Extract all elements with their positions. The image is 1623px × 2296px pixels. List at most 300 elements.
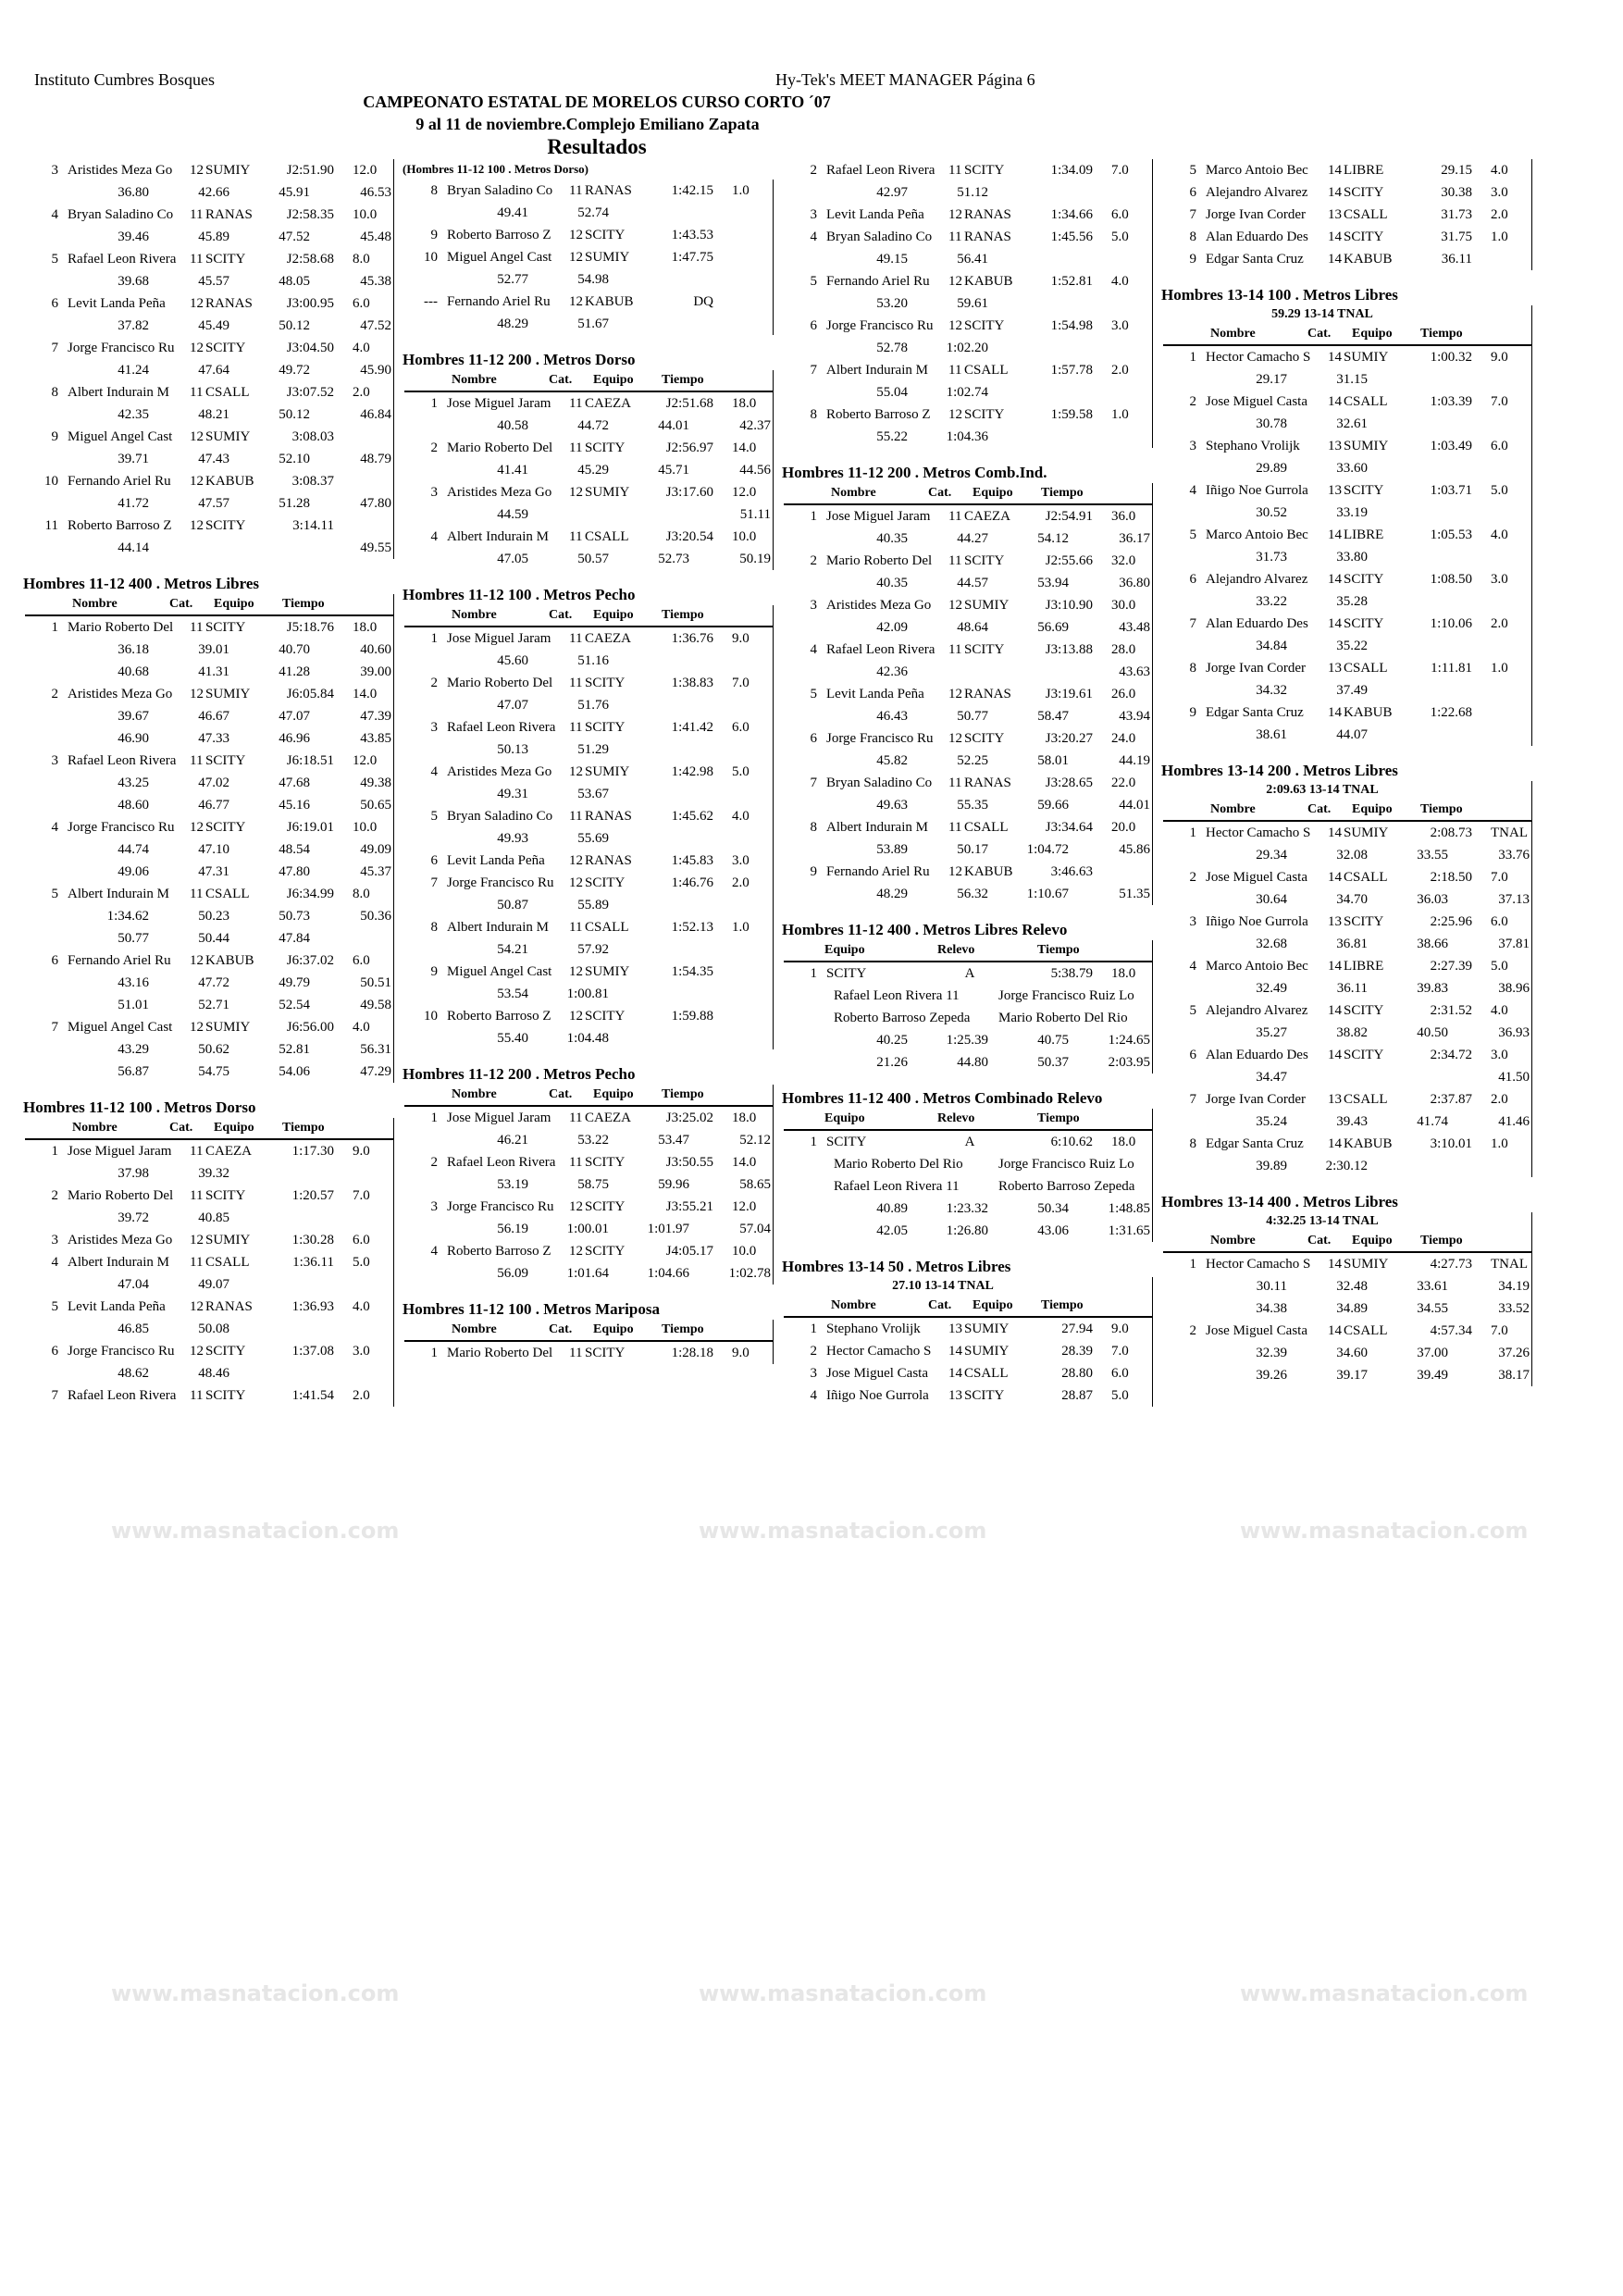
split-time: 51.67: [577, 316, 609, 331]
split-time: 53.89: [876, 842, 908, 857]
points: 9.0: [732, 631, 750, 646]
splits-row: [789, 572, 1152, 594]
result-row: [1169, 955, 1531, 977]
final-time: J6:37.02: [286, 953, 334, 968]
splits-row: [789, 381, 1152, 403]
final-time: J2:51.90: [286, 163, 334, 178]
age: 12: [569, 485, 583, 500]
event-block: [403, 1297, 780, 1364]
split-time: 47.02: [198, 776, 229, 790]
result-row: [1169, 204, 1531, 226]
team: SUMIY: [1344, 439, 1389, 453]
split-time: 39.26: [1256, 1368, 1287, 1383]
relay-swimmers-row: [789, 985, 1152, 1007]
swimmer-name: Fernando Ariel Ru: [68, 474, 171, 489]
event-title: Hombres 11-12 100 . Metros Pecho: [403, 586, 636, 603]
result-row: [1169, 226, 1531, 248]
split-time: 40.58: [497, 418, 528, 433]
points: 1.0: [1111, 407, 1129, 422]
final-time: 1:03.39: [1430, 394, 1472, 409]
split-time: 31.15: [1336, 372, 1368, 387]
column-headers: [404, 1085, 773, 1107]
split-time: 35.28: [1336, 594, 1368, 609]
split-time: 1:02.74: [946, 385, 988, 400]
result-row: [1169, 911, 1531, 933]
split-time: 33.22: [1256, 594, 1287, 609]
team: CSALL: [1344, 1092, 1388, 1107]
results-column: [23, 159, 401, 1407]
splits-row: [789, 883, 1152, 905]
splits-row: [789, 1029, 1152, 1051]
team: SCITY: [205, 252, 246, 267]
age: 13: [948, 1388, 962, 1403]
split-time: 32.68: [1256, 937, 1287, 951]
split-time: 49.41: [497, 205, 528, 220]
split-time: 44.01: [658, 418, 689, 433]
split-time: 47.04: [118, 1277, 149, 1292]
place: 4: [51, 207, 58, 222]
software-page-label: Hy-Tek's MEET MANAGER Página 6: [775, 70, 1035, 89]
split-time: 40.35: [876, 531, 908, 546]
relay-swimmer: Rafael Leon Rivera 11: [834, 1179, 960, 1194]
age: 12: [190, 820, 204, 835]
place: 3: [430, 485, 438, 500]
age: 14: [1328, 825, 1342, 840]
split-time: 36.80: [118, 185, 149, 200]
result-row: [31, 426, 393, 448]
place: 5: [51, 887, 58, 901]
splits-row: [1169, 1364, 1531, 1386]
column-header: Equipo: [1352, 802, 1393, 816]
final-time: 2:08.73: [1430, 825, 1472, 840]
final-time: 6:10.62: [1050, 1135, 1093, 1149]
age: 14: [1328, 163, 1342, 178]
age: 11: [569, 920, 583, 935]
swimmer-name: Miguel Angel Cast: [68, 1020, 173, 1035]
age: 11: [569, 809, 583, 824]
team: RANAS: [964, 207, 1011, 222]
splits-row: [1169, 1022, 1531, 1044]
split-time: 57.92: [577, 942, 609, 957]
team: SCITY: [205, 753, 246, 768]
split-time: 48.05: [279, 274, 310, 289]
team: SUMIY: [964, 1344, 1010, 1359]
swimmer-name: Jose Miguel Jaram: [447, 631, 551, 646]
column-header: Relevo: [937, 943, 975, 957]
split-time: 43.06: [1037, 1223, 1069, 1238]
points: 4.0: [1111, 274, 1129, 289]
event-block: [782, 461, 1159, 905]
result-row: [1169, 999, 1531, 1022]
swimmer-name: Levit Landa Peña: [68, 296, 166, 311]
team: SUMIY: [1344, 1257, 1389, 1272]
splits-row: [789, 705, 1152, 727]
event-results: [410, 1085, 774, 1285]
team: SCITY: [205, 1344, 246, 1359]
result-row: [789, 359, 1152, 381]
split-time: 35.22: [1336, 639, 1368, 653]
split-time: 35.24: [1256, 1114, 1287, 1129]
points: 6.0: [353, 953, 370, 968]
swimmer-name: Rafael Leon Rivera: [826, 642, 935, 657]
team: KABUB: [1344, 252, 1393, 267]
splits-row: [31, 639, 393, 661]
splits-row: [31, 492, 393, 515]
split-time: 45.90: [360, 363, 391, 378]
team: CSALL: [1344, 661, 1388, 676]
place: 1: [430, 396, 438, 411]
final-time: 3:08.03: [291, 429, 334, 444]
place: 3: [1189, 914, 1196, 929]
swimmer-name: Mario Roberto Del: [68, 620, 174, 635]
column-headers: [1163, 800, 1531, 822]
column-header: Tiempo: [1037, 1111, 1080, 1125]
column-header: Equipo: [1352, 327, 1393, 341]
split-time: 36.17: [1119, 531, 1150, 546]
swimmer-name: Albert Indurain M: [68, 887, 169, 901]
age: 12: [190, 296, 204, 311]
split-time: 37.49: [1336, 683, 1368, 698]
event-results: [1169, 781, 1532, 1177]
column-header: Tiempo: [1041, 486, 1084, 500]
column-header: Nombre: [72, 597, 118, 611]
splits-row: [410, 1027, 773, 1049]
final-time: 2:25.96: [1430, 914, 1472, 929]
points: 18.0: [732, 396, 757, 411]
age: 11: [190, 887, 204, 901]
result-row: [789, 226, 1152, 248]
age: 11: [948, 230, 962, 244]
split-time: 43.29: [118, 1042, 149, 1057]
split-time: 36.81: [1336, 937, 1368, 951]
team: RANAS: [205, 296, 253, 311]
splits-row: [31, 1038, 393, 1061]
final-time: 1:28.18: [671, 1346, 713, 1360]
column-header: Relevo: [937, 1111, 975, 1125]
points: 6.0: [353, 1233, 370, 1247]
splits-row: [1169, 1297, 1531, 1320]
result-row: [31, 470, 393, 492]
points: 30.0: [1111, 598, 1136, 613]
final-time: 1:41.42: [671, 720, 713, 735]
place: 1: [810, 509, 817, 524]
event-results: [789, 940, 1153, 1074]
team: RANAS: [964, 230, 1011, 244]
split-time: 49.38: [360, 776, 391, 790]
final-time: 1:08.50: [1430, 572, 1472, 587]
column-header: Cat.: [169, 1121, 193, 1135]
points: 5.0: [732, 764, 750, 779]
age: 12: [190, 163, 204, 178]
split-time: 47.80: [360, 496, 391, 511]
split-time: 53.22: [577, 1133, 609, 1148]
split-time: 51.29: [577, 742, 609, 757]
splits-row: [1169, 1342, 1531, 1364]
final-time: 29.15: [1441, 163, 1472, 178]
result-row: [1169, 613, 1531, 635]
final-time: 1:17.30: [291, 1144, 334, 1159]
split-time: 50.77: [118, 931, 149, 946]
place: 2: [51, 1188, 58, 1203]
result-row: [410, 224, 773, 246]
final-time: 2:31.52: [1430, 1003, 1472, 1018]
place: ---: [424, 294, 438, 309]
age: 14: [1328, 1136, 1342, 1151]
team: SCITY: [964, 642, 1005, 657]
age: 11: [569, 720, 583, 735]
place: 6: [1189, 572, 1196, 587]
splits-row: [410, 202, 773, 224]
place: 4: [430, 1244, 438, 1259]
watermark: www.masnatacion.com: [111, 1518, 400, 1544]
team: CSALL: [1344, 1323, 1388, 1338]
points: 3.0: [1491, 185, 1508, 200]
swimmer-name: Jorge Ivan Corder: [1206, 661, 1307, 676]
result-row: [31, 204, 393, 226]
points: 1.0: [732, 183, 750, 198]
team: LIBRE: [1344, 527, 1384, 542]
age: 14: [1328, 1323, 1342, 1338]
split-time: 35.27: [1256, 1025, 1287, 1040]
place: 8: [810, 820, 817, 835]
split-time: 51.01: [118, 998, 149, 1012]
event-block: [403, 159, 780, 335]
column-header: Nombre: [452, 373, 497, 387]
team: SCITY: [205, 820, 246, 835]
event-title: Hombres 11-12 400 . Metros Libres Relevo: [782, 921, 1068, 938]
split-time: 43.85: [360, 731, 391, 746]
result-row: [410, 1107, 773, 1129]
points: 2.0: [1491, 616, 1508, 631]
result-row: [789, 816, 1152, 838]
event-block: [1169, 159, 1539, 270]
age: 12: [948, 598, 962, 613]
team: SUMIY: [585, 485, 630, 500]
splits-row: [410, 894, 773, 916]
split-time: 32.08: [1336, 848, 1368, 863]
split-time: 1:00.81: [566, 987, 609, 1001]
team: KABUB: [205, 953, 254, 968]
split-time: 59.61: [957, 296, 988, 311]
result-row: [789, 683, 1152, 705]
place: 2: [430, 676, 438, 690]
event-results: [789, 483, 1153, 905]
final-time: J5:18.76: [286, 620, 334, 635]
split-time: 46.77: [198, 798, 229, 813]
final-time: 3:08.37: [291, 474, 334, 489]
age: 11: [948, 820, 962, 835]
column-headers: [25, 1118, 393, 1140]
splits-row: [31, 1362, 393, 1384]
age: 11: [190, 753, 204, 768]
age: 11: [190, 620, 204, 635]
age: 14: [948, 1344, 962, 1359]
watermark: www.masnatacion.com: [699, 1518, 987, 1544]
age: 13: [1328, 483, 1342, 498]
swimmer-name: Stephano Vrolijk: [1206, 439, 1300, 453]
final-time: J3:19.61: [1045, 687, 1093, 701]
event-block: [1161, 1190, 1539, 1386]
split-time: 48.54: [279, 842, 310, 857]
place: 5: [51, 252, 58, 267]
swimmer-name: Marco Antoio Bec: [1206, 527, 1308, 542]
splits-row: [1169, 977, 1531, 999]
points: 9.0: [732, 1346, 750, 1360]
watermark: www.masnatacion.com: [111, 1980, 400, 2006]
column-header: Tiempo: [662, 1322, 704, 1336]
result-row: [789, 772, 1152, 794]
splits-row: [789, 616, 1152, 639]
split-time: 40.60: [360, 642, 391, 657]
result-row: [1169, 248, 1531, 270]
split-time: 30.11: [1256, 1279, 1287, 1294]
result-row: [1169, 435, 1531, 457]
split-time: 45.49: [198, 318, 229, 333]
splits-row: [789, 794, 1152, 816]
swimmer-name: Jorge Ivan Corder: [1206, 207, 1307, 222]
age: 11: [190, 1188, 204, 1203]
team: CAEZA: [585, 631, 631, 646]
watermark: www.masnatacion.com: [1240, 1980, 1529, 2006]
result-row: [31, 1384, 393, 1407]
place: 7: [810, 776, 817, 790]
column-header: Cat.: [1307, 802, 1332, 816]
final-time: 1:36.76: [671, 631, 713, 646]
final-time: J3:13.88: [1045, 642, 1093, 657]
split-time: 48.62: [118, 1366, 149, 1381]
split-time: 40.25: [876, 1033, 908, 1048]
swimmer-name: Jorge Francisco Ru: [447, 875, 554, 890]
points: 7.0: [1111, 1344, 1129, 1359]
points: 12.0: [353, 163, 378, 178]
split-time: 42.05: [876, 1223, 908, 1238]
age: 14: [1328, 185, 1342, 200]
final-time: 1:54.35: [671, 964, 713, 979]
swimmer-name: Mario Roberto Del: [447, 1346, 553, 1360]
splits-row: [410, 459, 773, 481]
split-time: 1:04.48: [566, 1031, 609, 1046]
split-time: 34.84: [1256, 639, 1287, 653]
points: 2.0: [353, 1388, 370, 1403]
split-time: 33.76: [1498, 848, 1530, 863]
split-time: 50.44: [198, 931, 229, 946]
swimmer-name: Alan Eduardo Des: [1206, 1048, 1308, 1062]
splits-row: [31, 1061, 393, 1083]
event-results: [31, 1118, 394, 1407]
split-time: 58.47: [1037, 709, 1069, 724]
split-time: 36.93: [1498, 1025, 1530, 1040]
split-time: 39.00: [360, 664, 391, 679]
splits-row: [410, 313, 773, 335]
place: 7: [51, 1020, 58, 1035]
column-headers: [784, 1109, 1152, 1131]
team: SCITY: [585, 1009, 626, 1024]
split-time: 46.96: [279, 731, 310, 746]
splits-row: [31, 772, 393, 794]
splits-row: [1169, 679, 1531, 701]
split-time: 55.89: [577, 898, 609, 912]
column-header: Equipo: [973, 1298, 1013, 1312]
split-time: 33.52: [1498, 1301, 1530, 1316]
split-time: 34.60: [1336, 1346, 1368, 1360]
split-time: 47.64: [198, 363, 229, 378]
final-time: J6:05.84: [286, 687, 334, 701]
points: 2.0: [1491, 207, 1508, 222]
split-time: 37.13: [1498, 892, 1530, 907]
split-time: 51.12: [957, 185, 988, 200]
splits-row: [789, 181, 1152, 204]
swimmer-name: Jorge Francisco Ru: [68, 820, 175, 835]
place: 5: [1189, 1003, 1196, 1018]
final-time: 31.75: [1441, 230, 1472, 244]
final-time: 1:42.98: [671, 764, 713, 779]
team: RANAS: [964, 776, 1011, 790]
team: CAEZA: [205, 1144, 252, 1159]
split-time: 48.29: [876, 887, 908, 901]
event-results: [789, 1277, 1153, 1407]
split-time: 50.57: [577, 552, 609, 566]
swimmer-name: Iñigo Noe Gurrola: [1206, 914, 1308, 929]
place: 5: [51, 1299, 58, 1314]
place: 6: [810, 731, 817, 746]
result-row: [410, 1240, 773, 1262]
column-header: Equipo: [214, 597, 254, 611]
split-time: 46.21: [497, 1133, 528, 1148]
split-time: 44.27: [957, 531, 988, 546]
points: 9.0: [353, 1144, 370, 1159]
split-time: 47.10: [198, 842, 229, 857]
school-name: Instituto Cumbres Bosques: [34, 70, 216, 89]
split-time: 41.31: [198, 664, 229, 679]
split-time: 56.41: [957, 252, 988, 267]
split-time: 58.01: [1037, 753, 1069, 768]
split-time: 52.71: [198, 998, 229, 1012]
event-results: [31, 159, 394, 559]
result-row: [31, 816, 393, 838]
split-time: 1:23.32: [946, 1201, 988, 1216]
team: SUMIY: [964, 598, 1010, 613]
team: SCITY: [1344, 1048, 1384, 1062]
splits-row: [410, 548, 773, 570]
column-headers: [784, 483, 1152, 505]
split-time: 56.09: [497, 1266, 528, 1281]
points: 6.0: [1111, 207, 1129, 222]
relay-letter: A: [964, 1135, 975, 1149]
swimmer-name: Iñigo Noe Gurrola: [826, 1388, 929, 1403]
final-time: 1:11.81: [1431, 661, 1472, 676]
age: 14: [1328, 705, 1342, 720]
split-time: 45.60: [497, 653, 528, 668]
splits-row: [31, 1207, 393, 1229]
split-time: 47.80: [279, 864, 310, 879]
split-time: 46.85: [118, 1322, 149, 1336]
swimmer-name: Mario Roberto Del: [447, 676, 553, 690]
final-time: 1:03.71: [1430, 483, 1472, 498]
final-time: J2:51.68: [665, 396, 713, 411]
points: 26.0: [1111, 687, 1136, 701]
split-time: 39.83: [1417, 981, 1448, 996]
place: 4: [51, 1255, 58, 1270]
team: SCITY: [1344, 914, 1384, 929]
split-time: 29.89: [1256, 461, 1287, 476]
team: LIBRE: [1344, 163, 1384, 178]
points: 32.0: [1111, 553, 1136, 568]
swimmer-name: Rafael Leon Rivera: [68, 252, 177, 267]
team: RANAS: [964, 687, 1011, 701]
place: 8: [51, 385, 58, 400]
swimmer-name: Alejandro Alvarez: [1206, 185, 1308, 200]
split-time: 51.11: [739, 507, 771, 522]
